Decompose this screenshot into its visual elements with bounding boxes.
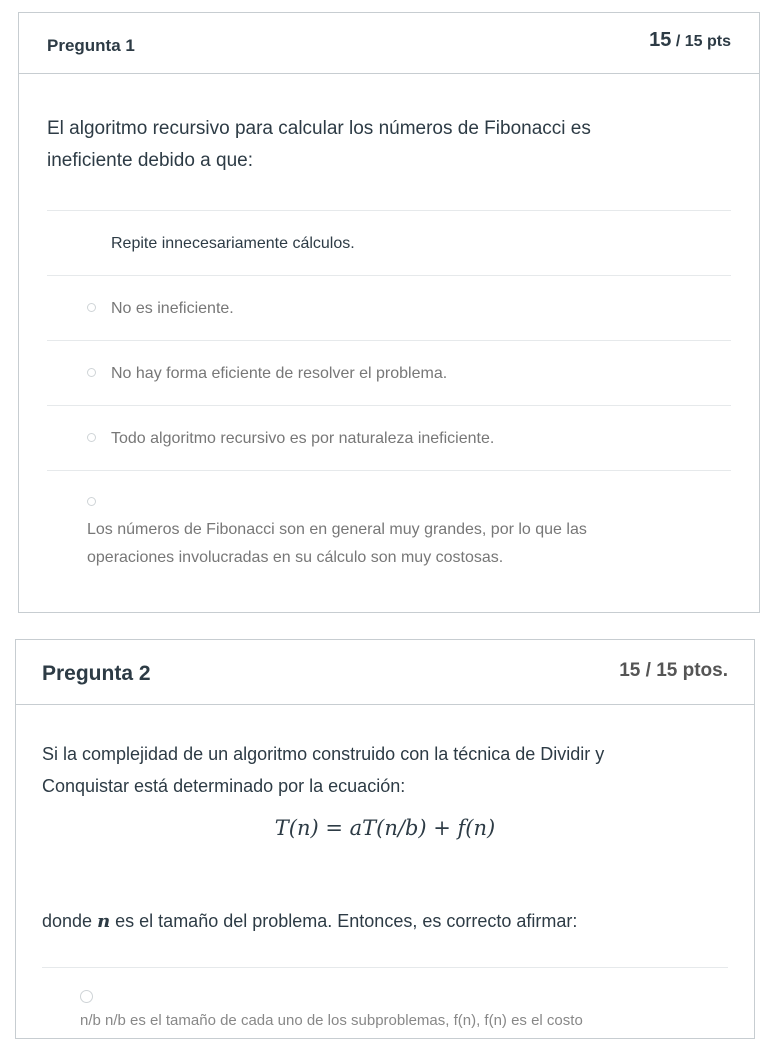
answer-label: No es ineficiente.	[111, 300, 234, 317]
divider	[47, 405, 731, 406]
answer-option[interactable]	[87, 516, 587, 572]
question-1-title: Pregunta 1	[47, 36, 135, 55]
question-1-header	[19, 13, 759, 74]
divider	[47, 275, 731, 276]
question-1-points	[649, 29, 731, 52]
answer-option[interactable]	[111, 430, 494, 448]
points-earned: 15	[649, 29, 672, 51]
answer-option-selected[interactable]	[111, 235, 355, 253]
question-1-text	[47, 113, 591, 177]
answer-option[interactable]	[111, 365, 447, 383]
followup-post: es el tamaño del problema. Entonces, es correcto afirmar:	[110, 911, 578, 931]
divider	[42, 967, 728, 968]
answer-option[interactable]	[111, 300, 234, 318]
answer-label: No hay forma eficiente de resolver el problema.	[111, 365, 448, 382]
radio-button[interactable]	[87, 303, 96, 312]
question-1-card	[18, 12, 760, 613]
question-2-followup	[42, 905, 577, 938]
divider	[47, 340, 731, 341]
divider	[47, 210, 731, 211]
recurrence-formula	[16, 816, 754, 840]
question-2-header	[16, 640, 754, 705]
radio-button[interactable]	[87, 433, 96, 442]
points-total: / 15 pts	[671, 33, 731, 50]
answer-label-line1: Los números de Fibonacci son en general muy grandes, por lo que las	[87, 521, 587, 538]
question-2-points: 15 / 15 ptos.	[619, 660, 728, 681]
answer-label: Todo algoritmo recursivo es por naturaleza ineficiente.	[111, 430, 495, 447]
answer-label: Repite innecesariamente cálculos.	[111, 235, 355, 252]
radio-button[interactable]	[80, 990, 93, 1003]
answer-option-partial[interactable]: n/b n/b es el tamaño de cada uno de los subproblemas, f(n), f(n) es el costo	[80, 1012, 583, 1029]
radio-button[interactable]	[87, 497, 96, 506]
variable-n: n	[97, 911, 111, 932]
question-1-text-line2: ineficiente debido a que:	[47, 150, 253, 171]
question-2-text-line2: Conquistar está determinado por la ecuación:	[42, 776, 406, 796]
question-2-text	[42, 738, 604, 802]
question-1-text-line1: El algoritmo recursivo para calcular los números de Fibonacci es	[47, 118, 591, 139]
divider	[47, 470, 731, 471]
question-2-card	[15, 639, 755, 1039]
radio-button[interactable]	[87, 368, 96, 377]
formula-text: T(n) = aT(n/b) + f(n)	[274, 816, 496, 840]
followup-pre: donde	[42, 911, 98, 931]
answer-label-line2: operaciones involucradas en su cálculo son muy costosas.	[87, 549, 504, 566]
question-2-title: Pregunta 2	[42, 662, 151, 685]
question-2-text-line1: Si la complejidad de un algoritmo construido con la técnica de Dividir y	[42, 744, 605, 764]
